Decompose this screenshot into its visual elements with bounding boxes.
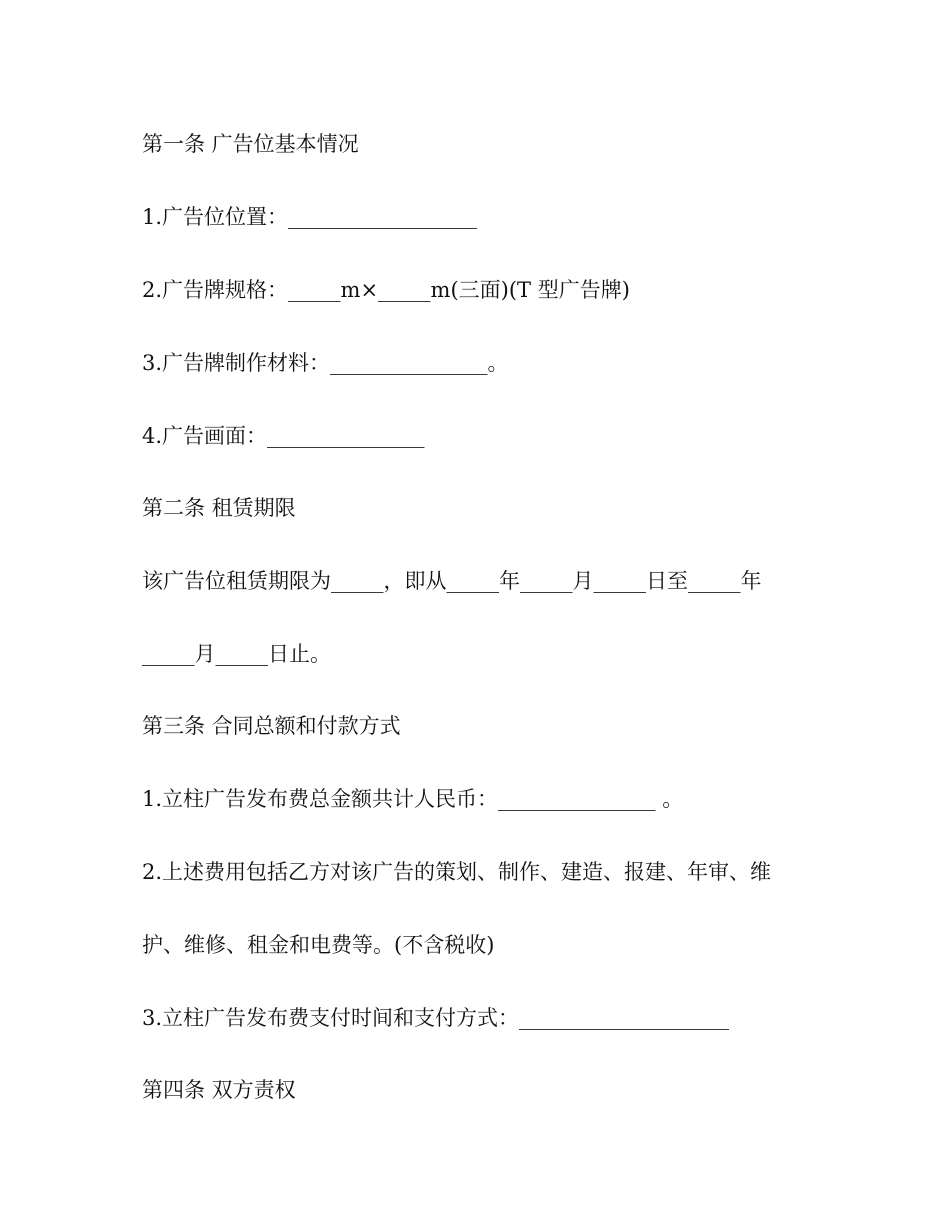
total-fee-field: 1.立柱广告发布费总金额共计人民币：_______________ 。 <box>142 787 684 811</box>
fee-includes-line-2: 护、维修、租金和电费等。(不含税收) <box>142 933 495 957</box>
payment-method-field: 3.立柱广告发布费支付时间和支付方式：____________________ <box>142 1006 730 1030</box>
ad-location-field: 1.广告位位置：__________________ <box>142 205 478 229</box>
article-4-heading: 第四条 双方责权 <box>142 1078 296 1102</box>
billboard-size-field: 2.广告牌规格：_____m×_____m(三面)(T 型广告牌) <box>142 278 630 302</box>
lease-term-line-1: 该广告位租赁期限为_____，即从_____年_____月_____日至_____年 <box>142 569 762 593</box>
fee-includes-line-1: 2.上述费用包括乙方对该广告的策划、制作、建造、报建、年审、维 <box>142 860 772 884</box>
ad-artwork-field: 4.广告画面：_______________ <box>142 424 425 448</box>
article-2-heading: 第二条 租赁期限 <box>142 496 296 520</box>
lease-term-line-2: _____月_____日止。 <box>142 642 331 666</box>
article-3-heading: 第三条 合同总额和付款方式 <box>142 714 401 738</box>
article-1-heading: 第一条 广告位基本情况 <box>142 132 359 156</box>
billboard-material-field: 3.广告牌制作材料：_______________。 <box>142 351 509 375</box>
